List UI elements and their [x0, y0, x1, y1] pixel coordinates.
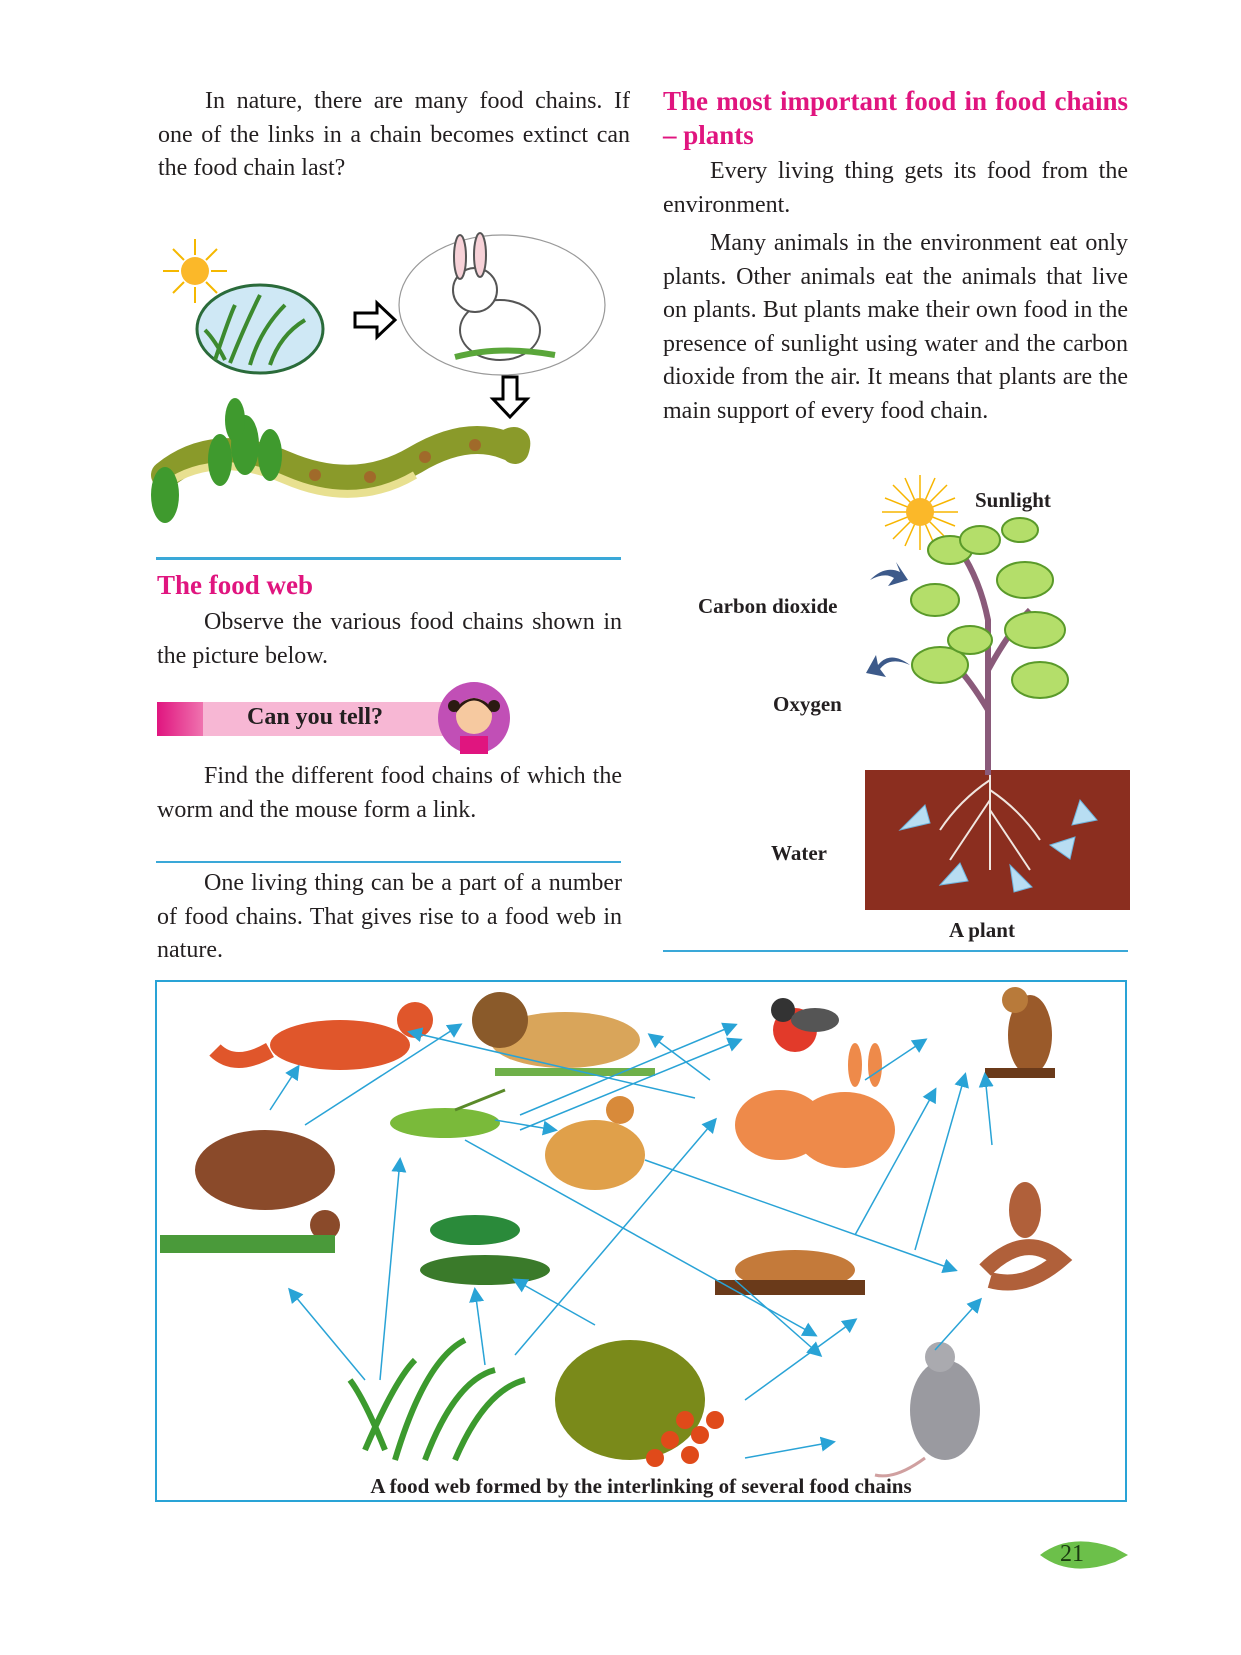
food-web-caption: A food web formed by the interlinking of several food chains	[370, 1474, 912, 1498]
food-chain-illustration	[155, 245, 635, 555]
oxygen-arrow	[866, 655, 910, 677]
carbon-dioxide-arrow	[870, 562, 908, 586]
plant-diagram	[860, 470, 1130, 915]
caterpillar-icon	[420, 1215, 550, 1285]
page-number-badge	[1030, 1538, 1130, 1572]
plants-heading: The most important food in food chains – plants	[663, 86, 1128, 150]
grass-oval-icon	[197, 285, 323, 373]
task-divider	[156, 861, 621, 863]
rabbits-icon	[735, 1043, 895, 1168]
rabbit-oval-icon	[399, 233, 605, 375]
plant-caption: A plant	[949, 918, 1015, 942]
water-label: Water	[771, 841, 827, 865]
food-web-paragraph: Observe the various food chains shown in the picture below.	[157, 609, 622, 669]
page-number: 21	[1060, 1541, 1084, 1567]
arrow-down-icon	[493, 377, 527, 417]
plant-divider	[663, 950, 1128, 952]
grasshopper-icon	[390, 1090, 505, 1138]
oxygen-label: Oxygen	[773, 692, 842, 716]
sun-icon	[163, 239, 227, 303]
grass-icon	[350, 1340, 525, 1460]
soil-block	[865, 770, 1130, 910]
food-web-heading: The food web	[157, 570, 314, 600]
snake-icon	[985, 1182, 1060, 1283]
deer-icon	[160, 1130, 340, 1253]
food-web-diagram	[155, 980, 1127, 1502]
can-you-tell-label: Can you tell?	[247, 704, 384, 730]
mouse-icon	[875, 1342, 980, 1476]
sunlight-label: Sunlight	[975, 488, 1051, 512]
bird-icon	[771, 998, 839, 1052]
plants-paragraph-1: Every living thing gets its food from the environment.	[663, 158, 1128, 218]
task-paragraph: Find the different food chains of which the worm and the mouse form a link.	[157, 763, 622, 823]
lion-icon	[472, 992, 655, 1076]
fox-icon	[215, 1002, 433, 1070]
girl-avatar-icon	[434, 678, 514, 758]
intro-paragraph: In nature, there are many food chains. If one of the links in a chain becomes extinct can the food chain last?	[158, 88, 630, 181]
carbon-dioxide-label: Carbon dioxide	[698, 594, 838, 618]
section-divider	[156, 557, 621, 560]
plants-paragraph-2: Many animals in the environment eat only plants. Other animals eat the animals that live on plants. But plants make their own food in the presence of sunlight using water and the carbon dioxide from the air. It means that plants are the main support of every food chain.	[663, 230, 1128, 424]
arrow-right-icon	[355, 303, 395, 337]
closing-paragraph: One living thing can be a part of a number of food chains. That gives rise to a food web in nature.	[157, 870, 622, 963]
frog-icon	[545, 1096, 645, 1190]
eagle-icon	[985, 987, 1055, 1078]
squirrel-icon	[715, 1250, 865, 1295]
berry-bush-icon	[555, 1340, 724, 1467]
